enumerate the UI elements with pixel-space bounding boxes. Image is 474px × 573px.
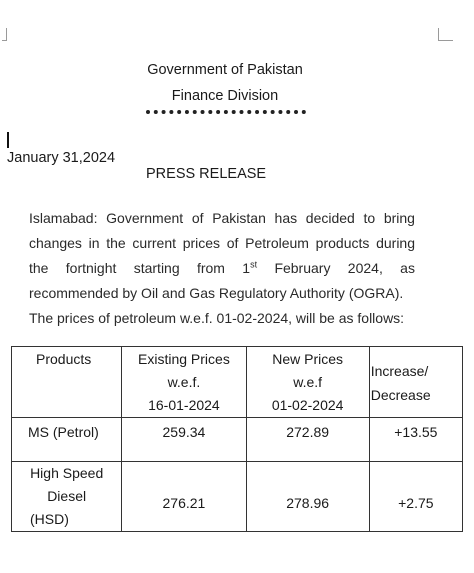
product-name-line-3: (HSD) bbox=[30, 511, 69, 527]
word: to bbox=[363, 210, 376, 226]
header-existing-prices bbox=[122, 347, 246, 418]
division-heading: Finance Division bbox=[171, 88, 279, 104]
paragraph-line-4 bbox=[29, 281, 415, 306]
paragraph-line-3 bbox=[29, 256, 415, 281]
cell-new-price bbox=[246, 462, 369, 532]
paragraph-line-2 bbox=[29, 231, 415, 256]
header-existing-text bbox=[122, 347, 245, 417]
word: prices bbox=[182, 235, 221, 251]
word: Pakistan bbox=[212, 210, 266, 226]
header-existing-line-1: Existing Prices bbox=[138, 351, 230, 367]
header-increase-decrease bbox=[369, 347, 462, 418]
product-name: MS (Petrol) bbox=[28, 424, 99, 440]
ordinal-day bbox=[242, 256, 257, 281]
cell-product bbox=[12, 462, 122, 532]
header-products bbox=[12, 347, 122, 418]
word: Petroleum bbox=[245, 235, 309, 251]
new-price-value: 272.89 bbox=[286, 424, 330, 440]
header-change-line-1: Increase/ bbox=[370, 363, 429, 379]
word: in bbox=[88, 235, 100, 251]
line-text: recommended by Oil and Gas Regulatory Authority (OGRA). bbox=[29, 285, 404, 301]
word: fortnight bbox=[65, 260, 117, 276]
cell-new-price bbox=[246, 418, 369, 462]
word: of bbox=[226, 235, 239, 251]
body-paragraph bbox=[29, 206, 415, 331]
ordinal-suffix: st bbox=[250, 259, 258, 270]
word: February bbox=[274, 260, 331, 276]
header-new-line-2: w.e.f bbox=[293, 374, 323, 390]
cell-existing-price bbox=[122, 418, 246, 462]
word: the bbox=[29, 260, 49, 276]
word: 2024, bbox=[347, 260, 383, 276]
product-name-multiline bbox=[12, 462, 121, 531]
header-change-line-2: Decrease bbox=[370, 387, 431, 403]
word: from bbox=[196, 260, 225, 276]
line-text: The prices of petroleum w.e.f. 01-02-2024, will be as follows: bbox=[29, 310, 405, 326]
header-new-prices bbox=[246, 347, 369, 418]
word: Islamabad: bbox=[29, 210, 98, 226]
price-table bbox=[11, 346, 463, 532]
header-existing-line-2: w.e.f. bbox=[167, 374, 201, 390]
dotted-separator bbox=[146, 110, 306, 114]
word: decided bbox=[305, 210, 355, 226]
header-change-text bbox=[370, 347, 462, 407]
paragraph-line-1 bbox=[29, 206, 415, 231]
word: during bbox=[376, 235, 415, 251]
header-new-line-3: 01-02-2024 bbox=[271, 397, 344, 413]
word: as bbox=[400, 260, 415, 276]
crop-mark-top-right bbox=[438, 28, 453, 41]
release-date: January 31,2024 bbox=[7, 150, 116, 166]
word: changes bbox=[29, 235, 82, 251]
table-row bbox=[12, 462, 463, 532]
cell-existing-price bbox=[122, 462, 246, 532]
new-price-value: 278.96 bbox=[286, 494, 330, 511]
cell-change bbox=[369, 462, 462, 532]
press-release-title: PRESS RELEASE bbox=[146, 166, 267, 182]
header-existing-line-3: 16-01-2024 bbox=[148, 397, 220, 413]
government-heading: Government of Pakistan bbox=[147, 62, 303, 78]
change-value: +13.55 bbox=[394, 424, 438, 440]
cell-product bbox=[12, 418, 122, 462]
word: current bbox=[132, 235, 176, 251]
header-products-label: Products bbox=[36, 351, 92, 367]
paragraph-line-5 bbox=[29, 306, 415, 331]
table-header-row bbox=[12, 347, 463, 418]
day-number: 1 bbox=[242, 260, 251, 276]
word: Government bbox=[106, 210, 184, 226]
word: products bbox=[315, 235, 370, 251]
word: of bbox=[191, 210, 204, 226]
text-cursor bbox=[7, 132, 9, 148]
header-new-text bbox=[247, 347, 369, 417]
word: has bbox=[274, 210, 298, 226]
existing-price-value: 276.21 bbox=[162, 494, 206, 511]
table-row bbox=[12, 418, 463, 462]
crop-mark-top-left bbox=[2, 28, 7, 41]
word: the bbox=[106, 235, 126, 251]
product-name-line-1: High Speed bbox=[30, 465, 104, 481]
cell-change bbox=[369, 418, 462, 462]
word: bring bbox=[383, 210, 415, 226]
change-value: +2.75 bbox=[398, 494, 434, 511]
word: starting bbox=[133, 260, 180, 276]
existing-price-value: 259.34 bbox=[162, 424, 206, 440]
header-new-line-1: New Prices bbox=[272, 351, 344, 367]
product-name-line-2: Diesel bbox=[47, 488, 87, 504]
